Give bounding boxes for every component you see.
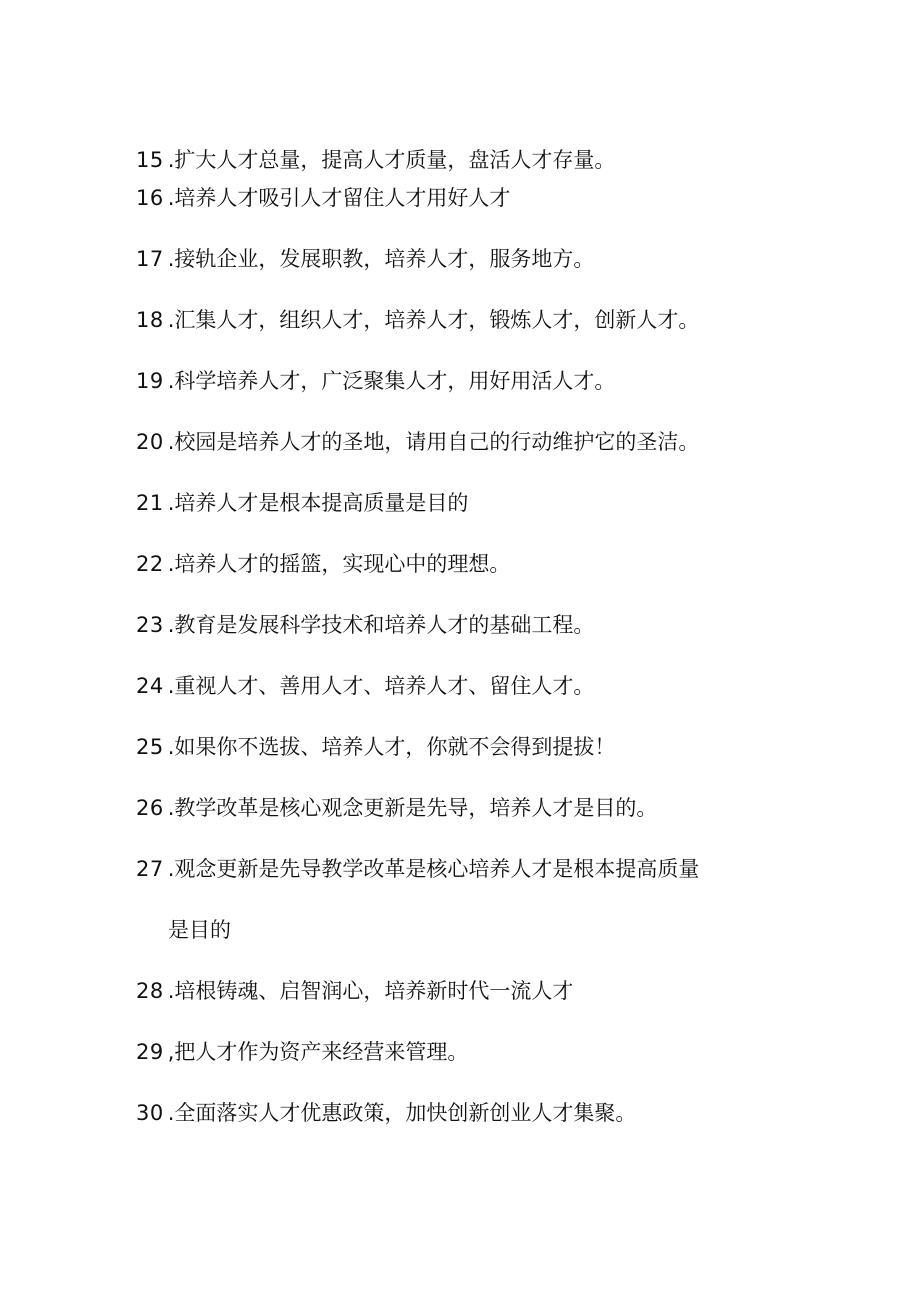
list-item: [136, 426, 796, 487]
item-separator: .: [167, 674, 175, 698]
item-text: 汇集人才，组织人才，培养人才，锻炼人才，创新人才。: [174, 308, 700, 332]
list-item: [136, 792, 796, 853]
item-separator: .: [167, 552, 175, 576]
item-separator: .: [167, 491, 175, 515]
item-number: 23: [136, 613, 164, 637]
item-number: 20: [136, 430, 164, 454]
item-text: 培养人才是根本提高质量是目的: [174, 491, 469, 515]
slogan-list: [136, 144, 796, 1158]
item-separator: .: [167, 247, 175, 271]
item-text: 扩大人才总量，提高人才质量，盘活人才存量。: [174, 148, 616, 172]
item-separator: .: [167, 735, 175, 759]
item-text: 接轨企业，发展职教，培养人才，服务地方。: [174, 247, 595, 271]
item-text: 培养人才的摇篮，实现心中的理想。: [174, 552, 511, 576]
item-text: 观念更新是先导教学改革是核心培养人才是根本提高质量: [174, 857, 700, 881]
item-separator: .: [167, 857, 175, 881]
item-text: 科学培养人才，广泛聚集人才，用好用活人才。: [174, 369, 616, 393]
item-number: 19: [136, 369, 164, 393]
item-number: 28: [136, 979, 164, 1003]
item-separator: ,: [167, 1040, 175, 1064]
item-text: 教学改革是核心观念更新是先导，培养人才是目的。: [174, 796, 658, 820]
item-separator: .: [167, 308, 175, 332]
list-item: [136, 1097, 796, 1158]
item-separator: .: [167, 979, 175, 1003]
list-item: [136, 731, 796, 792]
item-number: 30: [136, 1101, 164, 1125]
list-item: [136, 144, 796, 182]
item-text: 全面落实人才优惠政策，加快创新创业人才集聚。: [174, 1101, 637, 1125]
list-item: [136, 365, 796, 426]
item-text: 如果你不选拔、培养人才，你就不会得到提拔！: [174, 735, 616, 759]
list-item: [136, 487, 796, 548]
list-item: [136, 853, 796, 975]
item-separator: .: [167, 186, 175, 210]
item-number: 16: [136, 186, 164, 210]
item-separator: .: [167, 613, 175, 637]
item-text: 校园是培养人才的圣地，请用自己的行动维护它的圣洁。: [174, 430, 700, 454]
list-item: [136, 548, 796, 609]
list-item: [136, 304, 796, 365]
item-text-continuation: 是目的: [168, 918, 231, 942]
item-number: 27: [136, 857, 164, 881]
list-item: [136, 243, 796, 304]
item-number: 15: [136, 148, 164, 172]
item-separator: .: [167, 430, 175, 454]
item-number: 22: [136, 552, 164, 576]
item-text: 教育是发展科学技术和培养人才的基础工程。: [174, 613, 595, 637]
list-item: [136, 182, 796, 243]
item-text: 重视人才、善用人才、培养人才、留住人才。: [174, 674, 595, 698]
item-text: 培根铸魂、启智润心，培养新时代一流人才: [174, 979, 574, 1003]
item-number: 29: [136, 1040, 164, 1064]
item-separator: .: [167, 1101, 175, 1125]
list-item: [136, 1036, 796, 1097]
item-text: 把人才作为资产来经营来管理。: [174, 1040, 469, 1064]
item-separator: .: [167, 148, 175, 172]
list-item: [136, 670, 796, 731]
item-number: 21: [136, 491, 164, 515]
item-separator: .: [167, 796, 175, 820]
item-number: 18: [136, 308, 164, 332]
list-item: [136, 975, 796, 1036]
item-number: 25: [136, 735, 164, 759]
item-number: 26: [136, 796, 164, 820]
item-number: 17: [136, 247, 164, 271]
item-text: 培养人才吸引人才留住人才用好人才: [174, 186, 511, 210]
item-separator: .: [167, 369, 175, 393]
item-number: 24: [136, 674, 164, 698]
list-item: [136, 609, 796, 670]
